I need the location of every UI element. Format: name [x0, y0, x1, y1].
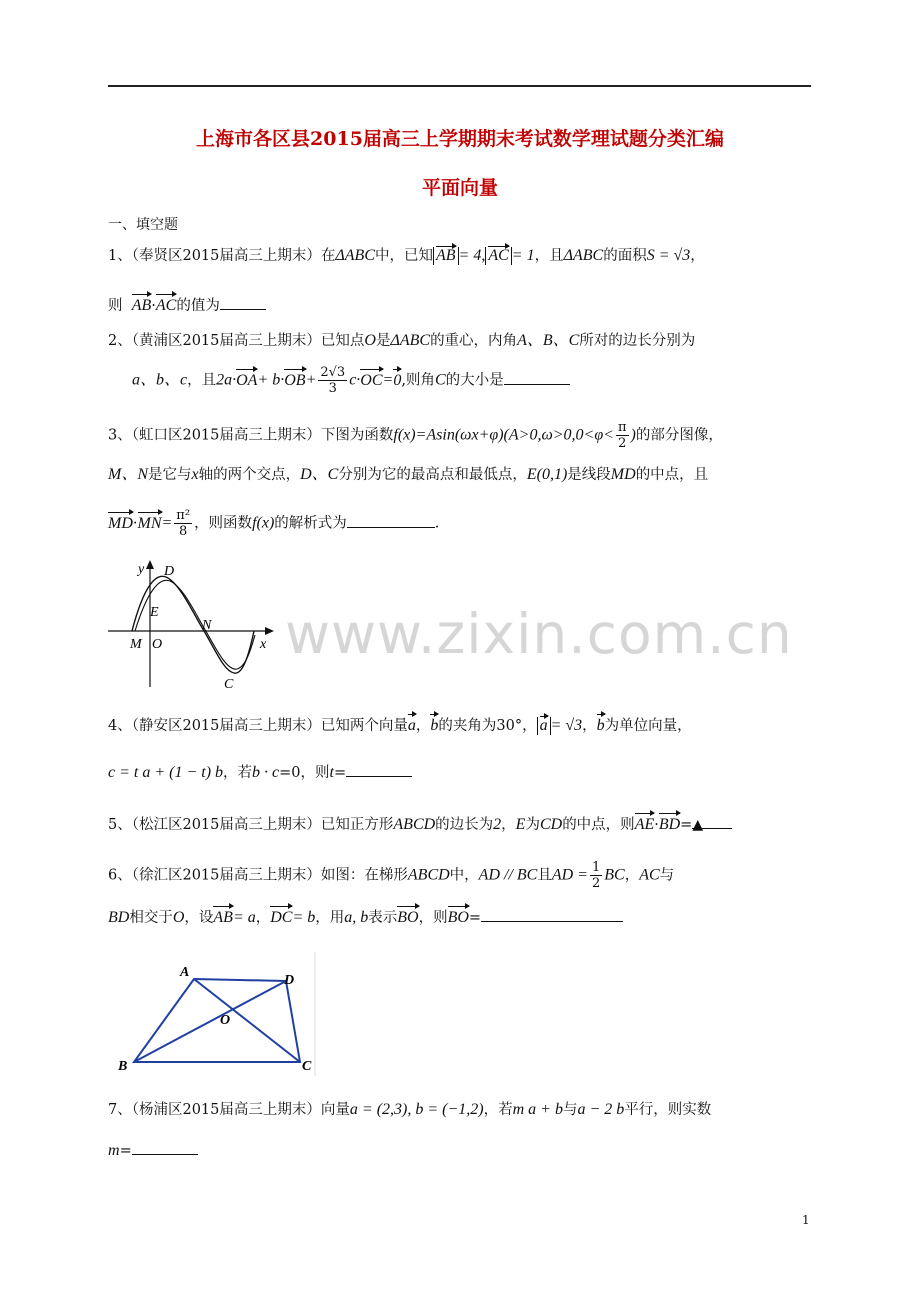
sine-curve-shadow: [135, 580, 255, 669]
vertex-a-label: A: [180, 965, 190, 980]
question-7-line-2: m=: [108, 1140, 820, 1162]
fraction-pi2-over-8: $\frac{\text{π²}}{8}$: [176, 508, 191, 539]
abs-ab: AB: [433, 247, 459, 265]
vertex-d-label: D: [284, 973, 295, 988]
header-rule: [108, 85, 811, 87]
question-3-line-1: 3、（虹口区2015届高三上期末）下图为函数f(x)=Asin(ωx+φ)(A>0,ω>0,0<φ< $\frac{\pi}{2}$ )的部分图像，: [108, 420, 723, 451]
question-5-line-1: 5、（松江区2015届高三上期末）已知正方形ABCD的边长为2，E为CD的中点，则AE·BD=▲: [108, 814, 820, 836]
question-1-line-2: 则 AB·AC的值为: [108, 295, 820, 317]
answer-blank-1[interactable]: [220, 295, 266, 310]
question-3-line-2: M、N是它与x轴的两个交点，D、C分别为它的最高点和最低点，E(0,1)是线段MD的中点，且: [108, 466, 709, 483]
label-y: y: [138, 562, 145, 577]
question-4-line-2: c = t a + (1 − t) b，若b · c=0，则t=: [108, 762, 820, 784]
label-c: C: [224, 677, 234, 692]
triangle-marker-icon: ▲: [692, 817, 704, 833]
answer-blank-7[interactable]: [132, 1140, 198, 1155]
vertex-c-label: C: [302, 1059, 312, 1074]
abs-ac: AC: [485, 247, 511, 265]
answer-blank-4[interactable]: [346, 762, 412, 777]
question-2-line-1: 2、（黄浦区2015届高三上期末）已知点O是ΔABC的重心，内角A、B、C所对的边长分别为: [108, 332, 696, 349]
question-6-line-2: BD相交于O，设AB= a，DC= b，用a, b表示BO，则BO=: [108, 907, 820, 929]
answer-blank-2[interactable]: [504, 370, 570, 385]
label-d: D: [164, 564, 175, 579]
watermark: www.zixin.com.cn: [285, 602, 793, 666]
question-3-line-3: MD·MN= $\frac{\text{π²}}{8}$ ，则函数f(x)的解析式为 .: [108, 508, 440, 539]
question-6-line-1: 6、（徐汇区2015届高三上期末）如图：在梯形ABCD中，AD // BC且AD = $\frac{1}{2}$ BC，AC与: [108, 860, 675, 891]
answer-blank-6[interactable]: [481, 907, 623, 922]
sine-graph: [104, 555, 284, 695]
fraction-2sqrt3-over-3: $\frac{2√3}{3}$: [320, 365, 346, 396]
label-n: N: [202, 618, 212, 633]
question-2-line-2: a、b、c，且2a·OA+ b·OB+ $\frac{2√3}{3}$ c·OC=0,则角C的大小是: [132, 365, 844, 396]
label-e: E: [150, 605, 159, 620]
abs-a: a: [537, 717, 551, 735]
question-1-line-1: 1、（奉贤区2015届高三上期末）在ΔABC中，已知 AB = 4, AC = 1，且ΔABC的面积S = √3，: [108, 247, 705, 264]
label-o: O: [152, 637, 163, 652]
answer-blank-5[interactable]: [692, 814, 732, 833]
answer-blank-3[interactable]: [347, 513, 435, 528]
question-4-line-1: 4、（静安区2015届高三上期末）已知两个向量a，b的夹角为30°， a = √3，b为单位向量，: [108, 715, 820, 737]
fraction-one-half: $\frac{1}{2}$: [591, 860, 601, 891]
y-axis-arrow-icon: [146, 560, 154, 569]
fraction-pi-over-2: $\frac{\pi}{2}$: [617, 420, 627, 451]
section-heading: 一、填空题: [108, 217, 178, 233]
label-m: M: [130, 637, 142, 652]
page-number: 1: [802, 1213, 810, 1227]
page-subtitle: 平面向量: [421, 177, 498, 199]
question-7-line-1: 7、（杨浦区2015届高三上期末）向量a = (2,3), b = (−1,2)，若m a + b与a − 2 b平行，则实数: [108, 1101, 712, 1118]
diagonal-bd: [134, 981, 286, 1062]
page-title: 上海市各区县2015届高三上学期期末考试数学理试题分类汇编: [196, 128, 724, 150]
trapezoid-figure: [112, 952, 318, 1076]
label-x: x: [260, 637, 267, 652]
point-o-label: O: [220, 1013, 231, 1028]
vertex-b-label: B: [118, 1059, 128, 1074]
x-axis-arrow-icon: [265, 627, 274, 635]
